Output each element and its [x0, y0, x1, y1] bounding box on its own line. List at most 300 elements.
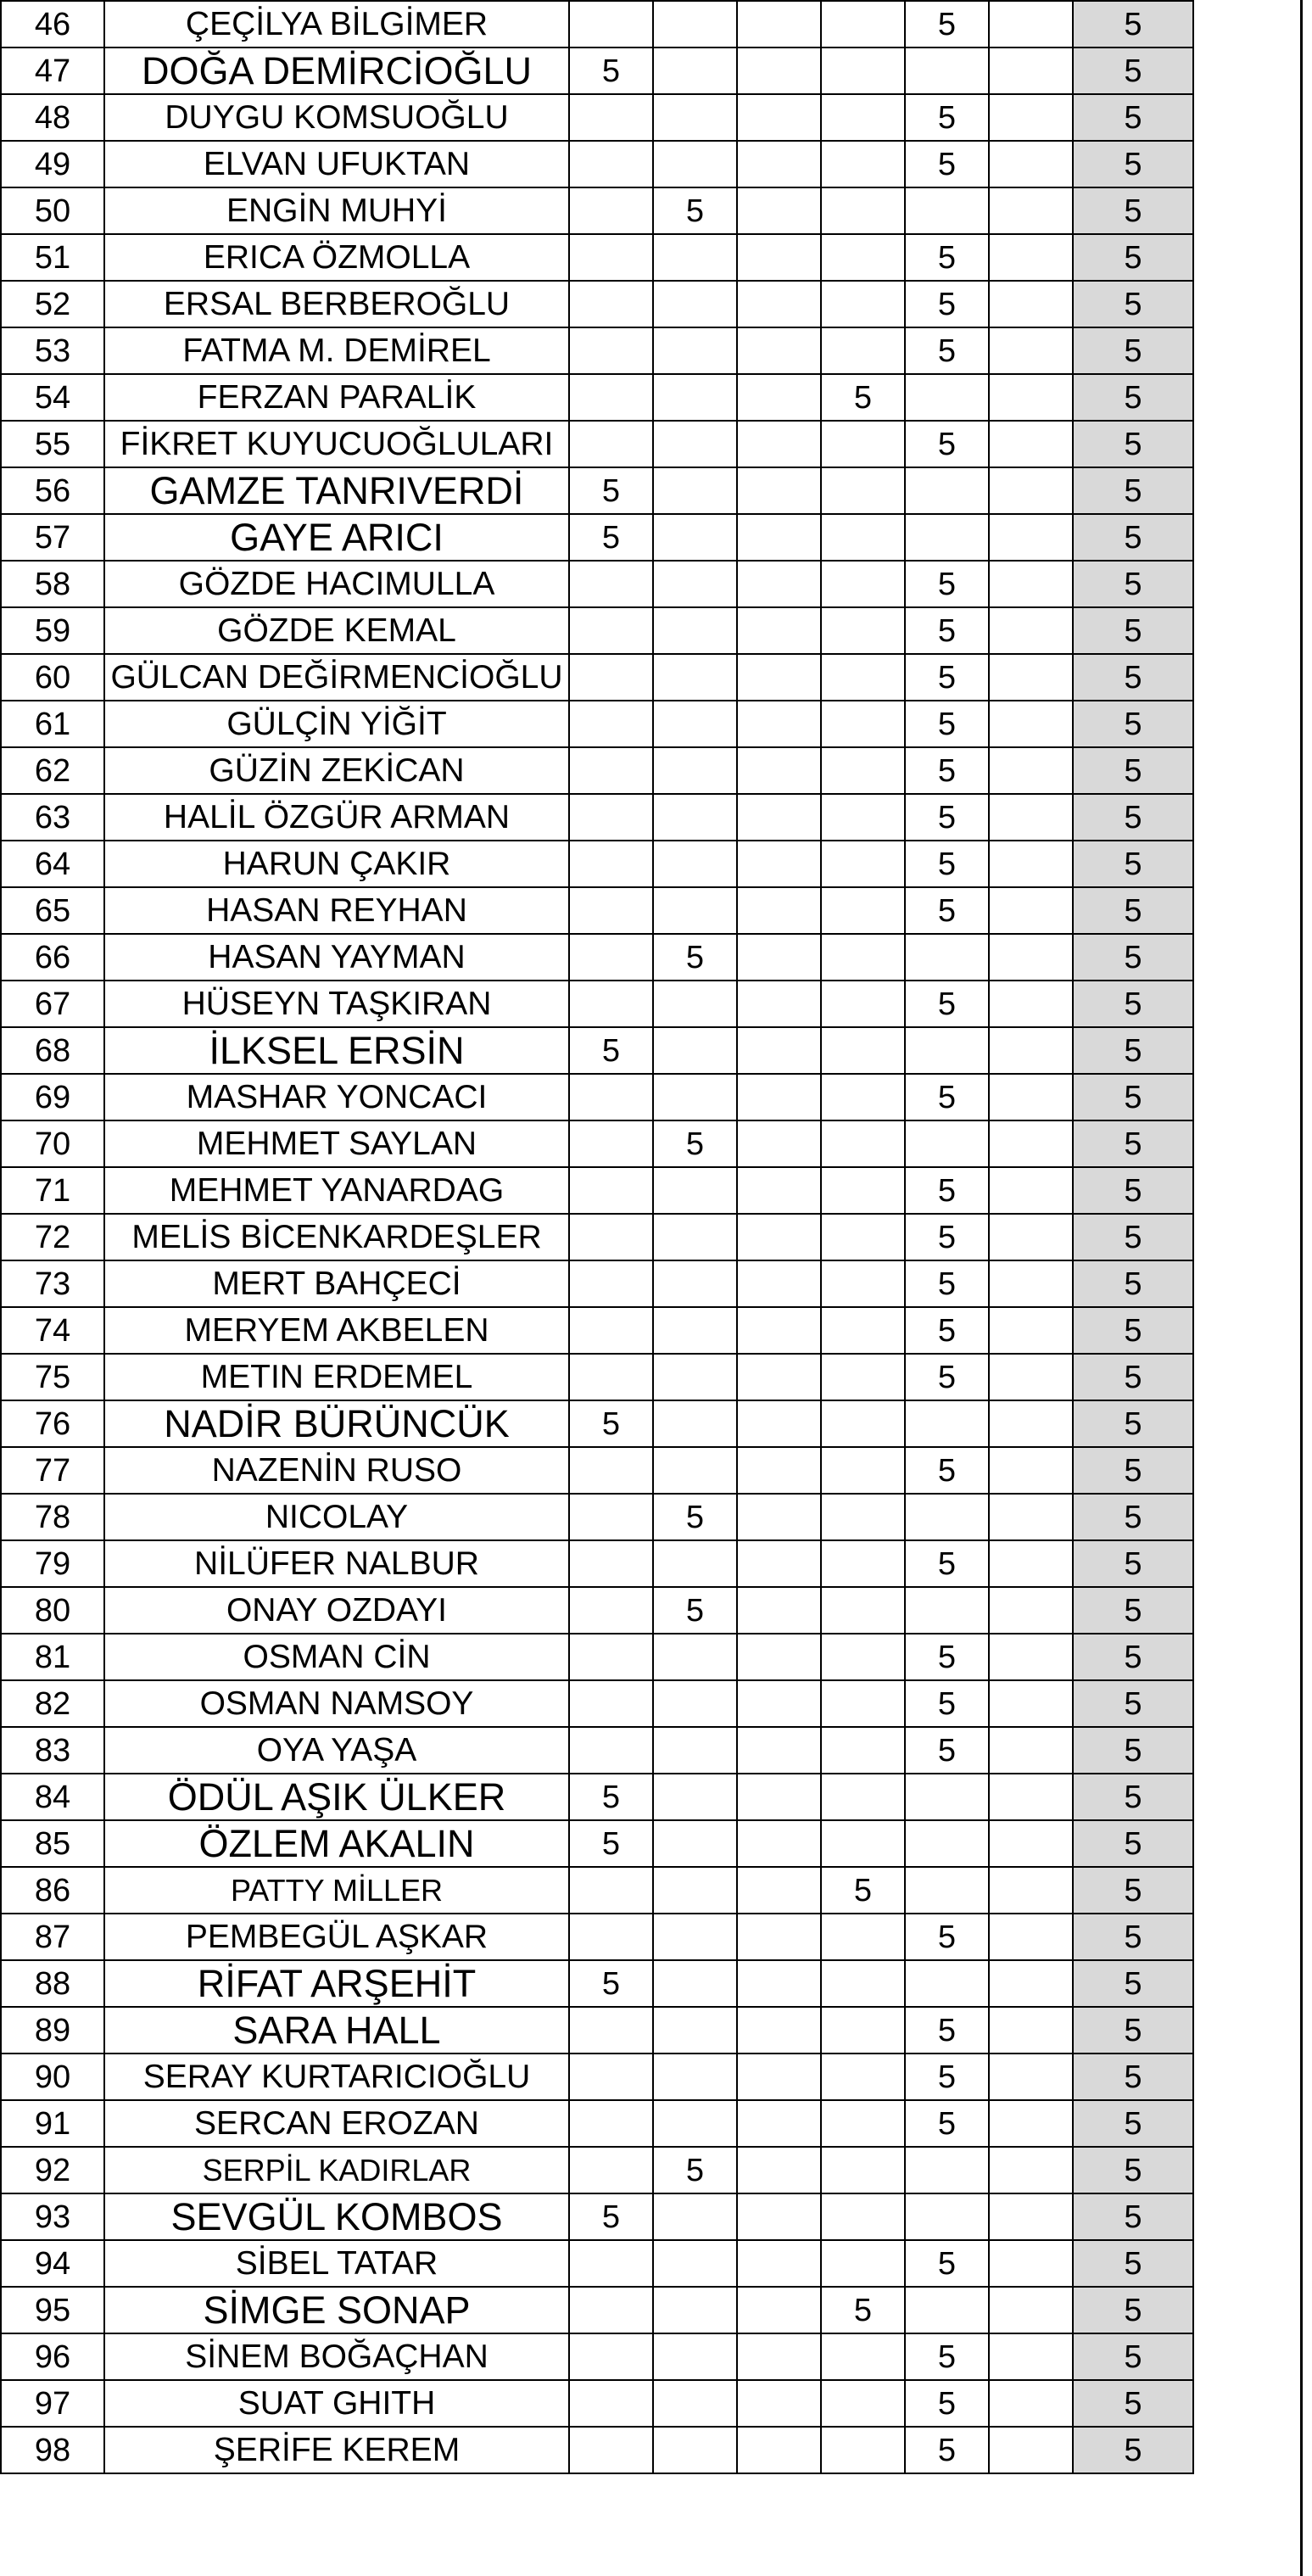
score-cell-6	[989, 1867, 1073, 1914]
table-row	[1, 561, 1193, 607]
score-cell-4	[821, 1774, 905, 1820]
score-cell-4: 5	[821, 1867, 905, 1914]
student-name: MEHMET SAYLAN	[104, 1120, 569, 1167]
table-row	[1, 1027, 1193, 1074]
score-cell-3	[737, 1774, 821, 1820]
student-name: ÖZLEM AKALIN	[104, 1820, 569, 1867]
table-row	[1, 1494, 1193, 1540]
score-cell-6	[989, 701, 1073, 747]
student-name: PEMBEGÜL AŞKAR	[104, 1914, 569, 1960]
score-cell-3	[737, 1260, 821, 1307]
student-name: ERICA ÖZMOLLA	[104, 234, 569, 281]
row-number: 62	[1, 747, 104, 794]
score-cell-2	[653, 1214, 737, 1260]
score-cell-5	[905, 934, 989, 981]
score-cell-2	[653, 561, 737, 607]
total-cell: 5	[1073, 1540, 1193, 1587]
score-cell-2	[653, 234, 737, 281]
row-number: 68	[1, 1027, 104, 1074]
score-cell-5: 5	[905, 1260, 989, 1307]
score-cell-3	[737, 1027, 821, 1074]
score-cell-1	[569, 281, 653, 327]
score-cell-1	[569, 2287, 653, 2333]
score-cell-2	[653, 1307, 737, 1354]
score-cell-3	[737, 1120, 821, 1167]
total-cell: 5	[1073, 561, 1193, 607]
total-cell: 5	[1073, 421, 1193, 467]
table-row	[1, 841, 1193, 887]
student-name: ENGİN MUHYİ	[104, 187, 569, 234]
score-cell-2: 5	[653, 934, 737, 981]
score-cell-3	[737, 1074, 821, 1120]
score-cell-2	[653, 281, 737, 327]
score-cell-5: 5	[905, 94, 989, 141]
score-cell-3	[737, 187, 821, 234]
student-name: HARUN ÇAKIR	[104, 841, 569, 887]
row-number: 97	[1, 2380, 104, 2427]
score-cell-6	[989, 234, 1073, 281]
student-name: SERCAN EROZAN	[104, 2100, 569, 2147]
table-row	[1, 1867, 1193, 1914]
score-cell-3	[737, 1587, 821, 1634]
row-number: 75	[1, 1354, 104, 1400]
score-cell-5: 5	[905, 1727, 989, 1774]
score-cell-2	[653, 1167, 737, 1214]
student-name: OSMAN CİN	[104, 1634, 569, 1680]
table-row	[1, 1727, 1193, 1774]
score-cell-1: 5	[569, 1400, 653, 1447]
score-cell-4	[821, 1680, 905, 1727]
score-cell-6	[989, 934, 1073, 981]
score-cell-1	[569, 421, 653, 467]
score-cell-6	[989, 1820, 1073, 1867]
table-row	[1, 1354, 1193, 1400]
total-cell: 5	[1073, 981, 1193, 1027]
table-row	[1, 1820, 1193, 1867]
score-cell-4	[821, 2333, 905, 2380]
total-cell: 5	[1073, 887, 1193, 934]
score-cell-4	[821, 887, 905, 934]
score-cell-3	[737, 794, 821, 841]
score-cell-1	[569, 2427, 653, 2473]
row-number: 66	[1, 934, 104, 981]
score-cell-6	[989, 1680, 1073, 1727]
total-cell: 5	[1073, 47, 1193, 94]
table-row	[1, 2007, 1193, 2054]
total-cell: 5	[1073, 94, 1193, 141]
score-cell-2	[653, 421, 737, 467]
score-cell-6	[989, 1260, 1073, 1307]
score-cell-4	[821, 2427, 905, 2473]
student-name: PATTY MİLLER	[104, 1867, 569, 1914]
score-cell-6	[989, 2333, 1073, 2380]
score-cell-6	[989, 794, 1073, 841]
score-cell-1	[569, 1307, 653, 1354]
row-number: 77	[1, 1447, 104, 1494]
score-cell-3	[737, 2193, 821, 2240]
student-name: FİKRET KUYUCUOĞLULARI	[104, 421, 569, 467]
row-number: 51	[1, 234, 104, 281]
score-cell-1	[569, 2240, 653, 2287]
score-cell-4	[821, 94, 905, 141]
row-number: 83	[1, 1727, 104, 1774]
total-cell: 5	[1073, 327, 1193, 374]
score-cell-1: 5	[569, 514, 653, 561]
table-row	[1, 2287, 1193, 2333]
student-name: GAYE ARICI	[104, 514, 569, 561]
table-row	[1, 1587, 1193, 1634]
score-cell-6	[989, 2193, 1073, 2240]
total-cell: 5	[1073, 1820, 1193, 1867]
score-cell-6	[989, 2054, 1073, 2100]
score-cell-1	[569, 1167, 653, 1214]
score-cell-6	[989, 1214, 1073, 1260]
table-row	[1, 2240, 1193, 2287]
total-cell: 5	[1073, 1774, 1193, 1820]
row-number: 61	[1, 701, 104, 747]
score-cell-5: 5	[905, 607, 989, 654]
score-cell-4	[821, 1727, 905, 1774]
score-cell-4	[821, 327, 905, 374]
score-cell-2	[653, 1447, 737, 1494]
score-cell-1	[569, 1074, 653, 1120]
student-name: GÜLÇİN YİĞİT	[104, 701, 569, 747]
table-row	[1, 1774, 1193, 1820]
score-cell-2: 5	[653, 1587, 737, 1634]
score-cell-3	[737, 1214, 821, 1260]
score-cell-6	[989, 374, 1073, 421]
score-cell-5	[905, 1867, 989, 1914]
row-number: 74	[1, 1307, 104, 1354]
student-name: MELİS BİCENKARDEŞLER	[104, 1214, 569, 1260]
score-cell-2: 5	[653, 2147, 737, 2193]
score-cell-5: 5	[905, 2380, 989, 2427]
score-cell-5: 5	[905, 1447, 989, 1494]
score-cell-2	[653, 1680, 737, 1727]
score-cell-4	[821, 234, 905, 281]
score-cell-6	[989, 467, 1073, 514]
score-cell-1: 5	[569, 47, 653, 94]
score-cell-4	[821, 141, 905, 187]
score-cell-1	[569, 1354, 653, 1400]
score-cell-5	[905, 1494, 989, 1540]
table-row	[1, 1120, 1193, 1167]
score-cell-6	[989, 1727, 1073, 1774]
score-cell-1	[569, 374, 653, 421]
row-number: 95	[1, 2287, 104, 2333]
score-cell-6	[989, 747, 1073, 794]
table-row	[1, 1214, 1193, 1260]
table-row	[1, 467, 1193, 514]
score-cell-4	[821, 514, 905, 561]
student-name: HALİL ÖZGÜR ARMAN	[104, 794, 569, 841]
student-name: ÖDÜL AŞIK ÜLKER	[104, 1774, 569, 1820]
student-name: DUYGU KOMSUOĞLU	[104, 94, 569, 141]
score-cell-2	[653, 607, 737, 654]
score-cell-1	[569, 327, 653, 374]
student-name: SİMGE SONAP	[104, 2287, 569, 2333]
row-number: 94	[1, 2240, 104, 2287]
score-cell-1	[569, 1260, 653, 1307]
score-cell-2	[653, 2054, 737, 2100]
score-cell-3	[737, 2147, 821, 2193]
row-number: 70	[1, 1120, 104, 1167]
score-cell-6	[989, 421, 1073, 467]
score-cell-5: 5	[905, 2054, 989, 2100]
total-cell: 5	[1073, 1727, 1193, 1774]
total-cell: 5	[1073, 2333, 1193, 2380]
score-cell-3	[737, 561, 821, 607]
score-cell-4	[821, 1167, 905, 1214]
score-cell-5: 5	[905, 1074, 989, 1120]
score-cell-6	[989, 47, 1073, 94]
row-number: 80	[1, 1587, 104, 1634]
score-cell-3	[737, 327, 821, 374]
score-cell-4	[821, 2147, 905, 2193]
score-cell-5: 5	[905, 561, 989, 607]
row-number: 67	[1, 981, 104, 1027]
score-cell-1	[569, 141, 653, 187]
score-cell-2	[653, 794, 737, 841]
score-cell-1	[569, 701, 653, 747]
score-cell-4	[821, 1120, 905, 1167]
score-cell-3	[737, 747, 821, 794]
score-cell-1	[569, 1, 653, 47]
score-cell-2	[653, 2193, 737, 2240]
score-cell-3	[737, 374, 821, 421]
total-cell: 5	[1073, 2100, 1193, 2147]
total-cell: 5	[1073, 2287, 1193, 2333]
score-cell-3	[737, 1, 821, 47]
score-cell-2	[653, 1074, 737, 1120]
score-cell-5	[905, 467, 989, 514]
score-cell-3	[737, 2007, 821, 2054]
table-row	[1, 794, 1193, 841]
score-cell-5: 5	[905, 234, 989, 281]
table-row	[1, 1914, 1193, 1960]
score-cell-2	[653, 1, 737, 47]
total-cell: 5	[1073, 1587, 1193, 1634]
score-cell-6	[989, 654, 1073, 701]
score-cell-3	[737, 981, 821, 1027]
table-row	[1, 2333, 1193, 2380]
score-cell-3	[737, 141, 821, 187]
table-row	[1, 187, 1193, 234]
score-cell-5	[905, 1120, 989, 1167]
score-cell-3	[737, 887, 821, 934]
score-cell-4	[821, 841, 905, 887]
score-cell-3	[737, 1494, 821, 1540]
score-cell-2: 5	[653, 1494, 737, 1540]
total-cell: 5	[1073, 467, 1193, 514]
student-name: GÜLCAN DEĞİRMENCİOĞLU	[104, 654, 569, 701]
total-cell: 5	[1073, 1260, 1193, 1307]
student-name: NICOLAY	[104, 1494, 569, 1540]
row-number: 56	[1, 467, 104, 514]
score-cell-1	[569, 2380, 653, 2427]
row-number: 92	[1, 2147, 104, 2193]
row-number: 55	[1, 421, 104, 467]
student-name: OYA YAŞA	[104, 1727, 569, 1774]
student-name: SUAT GHITH	[104, 2380, 569, 2427]
score-cell-3	[737, 467, 821, 514]
score-cell-1: 5	[569, 1960, 653, 2007]
row-number: 69	[1, 1074, 104, 1120]
total-cell: 5	[1073, 1120, 1193, 1167]
score-cell-1	[569, 654, 653, 701]
score-cell-5: 5	[905, 747, 989, 794]
score-cell-3	[737, 1307, 821, 1354]
table-row	[1, 1400, 1193, 1447]
score-cell-4	[821, 281, 905, 327]
score-cell-5	[905, 2287, 989, 2333]
score-cell-1	[569, 1494, 653, 1540]
row-number: 65	[1, 887, 104, 934]
score-cell-1	[569, 2147, 653, 2193]
score-cell-1	[569, 1727, 653, 1774]
student-name: ERSAL BERBEROĞLU	[104, 281, 569, 327]
total-cell: 5	[1073, 234, 1193, 281]
student-name: FATMA M. DEMİREL	[104, 327, 569, 374]
score-cell-4	[821, 561, 905, 607]
table-row	[1, 2380, 1193, 2427]
row-number: 82	[1, 1680, 104, 1727]
score-cell-6	[989, 94, 1073, 141]
score-cell-3	[737, 1820, 821, 1867]
score-cell-2	[653, 2240, 737, 2287]
total-cell: 5	[1073, 1354, 1193, 1400]
score-cell-5: 5	[905, 2333, 989, 2380]
score-cell-2	[653, 981, 737, 1027]
score-cell-5: 5	[905, 1680, 989, 1727]
score-cell-4	[821, 654, 905, 701]
total-cell: 5	[1073, 1167, 1193, 1214]
row-number: 72	[1, 1214, 104, 1260]
score-cell-3	[737, 654, 821, 701]
score-cell-6	[989, 1587, 1073, 1634]
score-cell-5: 5	[905, 654, 989, 701]
total-cell: 5	[1073, 1027, 1193, 1074]
score-cell-4	[821, 2193, 905, 2240]
score-cell-3	[737, 47, 821, 94]
score-cell-3	[737, 94, 821, 141]
student-name: MERT BAHÇECİ	[104, 1260, 569, 1307]
score-cell-4	[821, 2007, 905, 2054]
score-cell-3	[737, 1867, 821, 1914]
score-cell-5	[905, 2193, 989, 2240]
score-cell-1: 5	[569, 2193, 653, 2240]
score-cell-4	[821, 747, 905, 794]
row-number: 88	[1, 1960, 104, 2007]
score-cell-5	[905, 514, 989, 561]
score-cell-2	[653, 1727, 737, 1774]
table-row	[1, 94, 1193, 141]
score-cell-1	[569, 934, 653, 981]
score-cell-2	[653, 1400, 737, 1447]
score-cell-4	[821, 1354, 905, 1400]
score-cell-3	[737, 2240, 821, 2287]
score-cell-6	[989, 187, 1073, 234]
total-cell: 5	[1073, 1960, 1193, 2007]
score-cell-3	[737, 701, 821, 747]
table-row	[1, 654, 1193, 701]
score-cell-6	[989, 1, 1073, 47]
total-cell: 5	[1073, 2240, 1193, 2287]
score-cell-4	[821, 1494, 905, 1540]
score-cell-5: 5	[905, 1, 989, 47]
score-cell-3	[737, 1540, 821, 1587]
total-cell: 5	[1073, 187, 1193, 234]
score-cell-4	[821, 981, 905, 1027]
row-number: 64	[1, 841, 104, 887]
score-cell-2	[653, 747, 737, 794]
score-cell-6	[989, 514, 1073, 561]
table-row	[1, 607, 1193, 654]
score-cell-5: 5	[905, 841, 989, 887]
score-cell-6	[989, 1774, 1073, 1820]
score-cell-1	[569, 1120, 653, 1167]
total-cell: 5	[1073, 141, 1193, 187]
score-cell-4	[821, 187, 905, 234]
table-row	[1, 141, 1193, 187]
row-number: 90	[1, 2054, 104, 2100]
score-cell-2	[653, 467, 737, 514]
row-number: 59	[1, 607, 104, 654]
score-cell-1	[569, 2007, 653, 2054]
score-cell-2	[653, 654, 737, 701]
score-cell-5: 5	[905, 1354, 989, 1400]
score-cell-2	[653, 2427, 737, 2473]
student-name: METIN ERDEMEL	[104, 1354, 569, 1400]
row-number: 84	[1, 1774, 104, 1820]
score-cell-1	[569, 794, 653, 841]
student-name: ONAY OZDAYI	[104, 1587, 569, 1634]
score-cell-5	[905, 1774, 989, 1820]
score-cell-1	[569, 2054, 653, 2100]
score-cell-2	[653, 2007, 737, 2054]
score-cell-5	[905, 1587, 989, 1634]
score-cell-4	[821, 2240, 905, 2287]
score-cell-4	[821, 1960, 905, 2007]
score-cell-3	[737, 1167, 821, 1214]
table-row	[1, 47, 1193, 94]
row-number: 60	[1, 654, 104, 701]
total-cell: 5	[1073, 747, 1193, 794]
student-name: ÇEÇİLYA BİLGİMER	[104, 1, 569, 47]
total-cell: 5	[1073, 1214, 1193, 1260]
row-number: 98	[1, 2427, 104, 2473]
score-cell-4	[821, 1, 905, 47]
score-cell-4	[821, 2380, 905, 2427]
score-cell-3	[737, 1727, 821, 1774]
score-cell-6	[989, 1494, 1073, 1540]
row-number: 63	[1, 794, 104, 841]
score-cell-2	[653, 94, 737, 141]
row-number: 46	[1, 1, 104, 47]
total-cell: 5	[1073, 794, 1193, 841]
score-cell-3	[737, 2380, 821, 2427]
score-cell-5	[905, 1960, 989, 2007]
student-name: NİLÜFER NALBUR	[104, 1540, 569, 1587]
score-cell-2	[653, 2100, 737, 2147]
table-row	[1, 2100, 1193, 2147]
score-cell-1	[569, 187, 653, 234]
student-name: OSMAN NAMSOY	[104, 1680, 569, 1727]
score-cell-2: 5	[653, 187, 737, 234]
score-cell-6	[989, 281, 1073, 327]
score-cell-6	[989, 887, 1073, 934]
table-body	[1, 1, 1193, 2473]
